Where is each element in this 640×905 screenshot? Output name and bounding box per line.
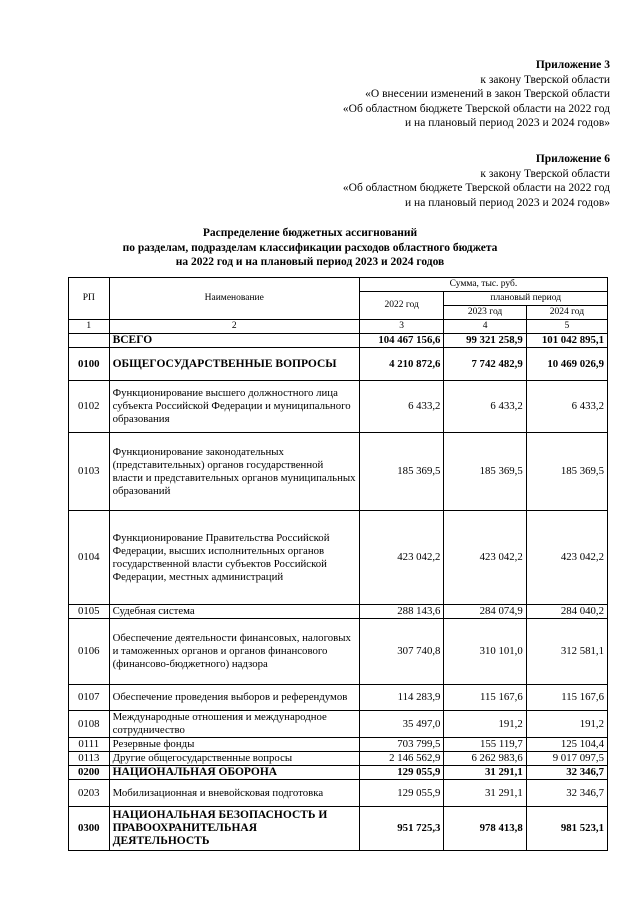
header-rp: РП (69, 278, 110, 320)
row-name: Функционирование законодательных (представительных) органов государственной власти и представительных органов муниципальных образований (109, 433, 359, 511)
row-name: ОБЩЕГОСУДАРСТВЕННЫЕ ВОПРОСЫ (109, 348, 359, 381)
value-2022: 2 146 562,9 (359, 752, 444, 766)
row-code: 0106 (69, 619, 110, 685)
document-title-line: по разделам, подразделам классификации расходов областного бюджета (122, 241, 498, 254)
header-planned: плановый период (444, 292, 608, 306)
appendix-6-line: «Об областном бюджете Тверской области на 2022 год (342, 182, 610, 194)
table-row (69, 511, 608, 605)
document-title-line: Распределение бюджетных ассигнований (202, 227, 418, 239)
table-row (69, 766, 608, 780)
document-title-line: на 2022 год и на плановый период 2023 и 2024 годов (175, 256, 445, 268)
value-2024: 32 346,7 (526, 780, 607, 807)
value-2023: 31 291,1 (444, 780, 526, 807)
column-number: 2 (109, 320, 359, 334)
value-2022: 129 055,9 (359, 766, 444, 780)
value-2023: 284 074,9 (444, 605, 526, 619)
column-number: 5 (526, 320, 607, 334)
value-2023: 155 119,7 (444, 738, 526, 752)
value-2022: 35 497,0 (359, 711, 444, 738)
row-name: Обеспечение деятельности финансовых, налоговых и таможенных органов и органов финансового (финансово-бюджетного) надзора (109, 619, 359, 685)
row-code: 0107 (69, 685, 110, 711)
row-code: 0203 (69, 780, 110, 807)
row-code: 0100 (69, 348, 110, 381)
header-2023: 2023 год (444, 306, 526, 320)
value-2022: 185 369,5 (359, 433, 444, 511)
value-2024: 981 523,1 (526, 807, 607, 851)
value-2024: 312 581,1 (526, 619, 607, 685)
value-2024: 284 040,2 (526, 605, 607, 619)
value-2022: 703 799,5 (359, 738, 444, 752)
value-2024: 9 017 097,5 (526, 752, 607, 766)
value-2024: 191,2 (526, 711, 607, 738)
row-name: Функционирование высшего должностного лица субъекта Российской Федерации и муниципального образования (109, 381, 359, 433)
table-row (69, 433, 608, 511)
row-code (69, 334, 110, 348)
appendix-3-line: «О внесении изменений в закон Тверской области (365, 88, 610, 100)
column-number: 1 (69, 320, 110, 334)
appendix-3-line: и на плановый период 2023 и 2024 годов» (405, 117, 610, 129)
value-2023: 7 742 482,9 (444, 348, 526, 381)
value-2024: 185 369,5 (526, 433, 607, 511)
table-row (69, 334, 608, 348)
row-code: 0108 (69, 711, 110, 738)
value-2022: 104 467 156,6 (359, 334, 444, 348)
table-row (69, 780, 608, 807)
header-sum: Сумма, тыс. руб. (359, 278, 607, 292)
value-2023: 978 413,8 (444, 807, 526, 851)
value-2022: 423 042,2 (359, 511, 444, 605)
value-2022: 307 740,8 (359, 619, 444, 685)
table-row (69, 807, 608, 851)
value-2022: 114 283,9 (359, 685, 444, 711)
value-2024: 125 104,4 (526, 738, 607, 752)
header-name: Наименование (109, 278, 359, 320)
value-2023: 31 291,1 (444, 766, 526, 780)
row-name: Обеспечение проведения выборов и референдумов (109, 685, 359, 711)
value-2024: 101 042 895,1 (526, 334, 607, 348)
row-name: ВСЕГО (109, 334, 359, 348)
table-row (69, 685, 608, 711)
value-2024: 423 042,2 (526, 511, 607, 605)
appendix-3-title: Приложение 3 (535, 59, 610, 71)
value-2023: 99 321 258,9 (444, 334, 526, 348)
value-2023: 6 433,2 (444, 381, 526, 433)
table-row (69, 348, 608, 381)
header-2022: 2022 год (359, 292, 444, 320)
row-name: НАЦИОНАЛЬНАЯ ОБОРОНА (109, 766, 359, 780)
row-code: 0103 (69, 433, 110, 511)
value-2024: 10 469 026,9 (526, 348, 607, 381)
row-name: НАЦИОНАЛЬНАЯ БЕЗОПАСНОСТЬ И ПРАВООХРАНИТЕЛЬНАЯ ДЕЯТЕЛЬНОСТЬ (109, 807, 359, 851)
row-code: 0104 (69, 511, 110, 605)
value-2023: 423 042,2 (444, 511, 526, 605)
row-name: Функционирование Правительства Российской Федерации, высших исполнительных органов государственной власти субъектов Российской Федерации, местных администраций (109, 511, 359, 605)
value-2023: 185 369,5 (444, 433, 526, 511)
table-row (69, 738, 608, 752)
value-2023: 6 262 983,6 (444, 752, 526, 766)
table-row (69, 619, 608, 685)
appendix-3-line: к закону Тверской области (480, 73, 610, 86)
row-code: 0111 (69, 738, 110, 752)
appendix-6-line: и на плановый период 2023 и 2024 годов» (405, 196, 610, 209)
budget-table (68, 277, 608, 851)
row-name: Мобилизационная и вневойсковая подготовка (109, 780, 359, 807)
row-name: Судебная система (109, 605, 359, 619)
document-title (60, 226, 560, 270)
row-code: 0102 (69, 381, 110, 433)
row-code: 0105 (69, 605, 110, 619)
table-row (69, 605, 608, 619)
row-name: Резервные фонды (109, 738, 359, 752)
table-row (69, 381, 608, 433)
value-2024: 6 433,2 (526, 381, 607, 433)
table-row (69, 752, 608, 766)
row-name: Международные отношения и международное сотрудничество (109, 711, 359, 738)
column-number: 4 (444, 320, 526, 334)
value-2022: 288 143,6 (359, 605, 444, 619)
value-2022: 6 433,2 (359, 381, 444, 433)
value-2023: 191,2 (444, 711, 526, 738)
appendix-6-title: Приложение 6 (535, 153, 610, 165)
value-2024: 32 346,7 (526, 766, 607, 780)
value-2022: 951 725,3 (359, 807, 444, 851)
header-2024: 2024 год (526, 306, 607, 320)
value-2024: 115 167,6 (526, 685, 607, 711)
table-row (69, 711, 608, 738)
value-2023: 115 167,6 (444, 685, 526, 711)
row-code: 0113 (69, 752, 110, 766)
value-2022: 129 055,9 (359, 780, 444, 807)
appendix-6-header (343, 152, 610, 210)
row-name: Другие общегосударственные вопросы (109, 752, 359, 766)
value-2022: 4 210 872,6 (359, 348, 444, 381)
appendix-6-line: к закону Тверской области (480, 167, 610, 180)
column-number: 3 (359, 320, 444, 334)
appendix-3-header (343, 58, 610, 131)
appendix-3-line: «Об областном бюджете Тверской области на 2022 год (342, 102, 610, 115)
row-code: 0300 (69, 807, 110, 851)
row-code: 0200 (69, 766, 110, 780)
value-2023: 310 101,0 (444, 619, 526, 685)
